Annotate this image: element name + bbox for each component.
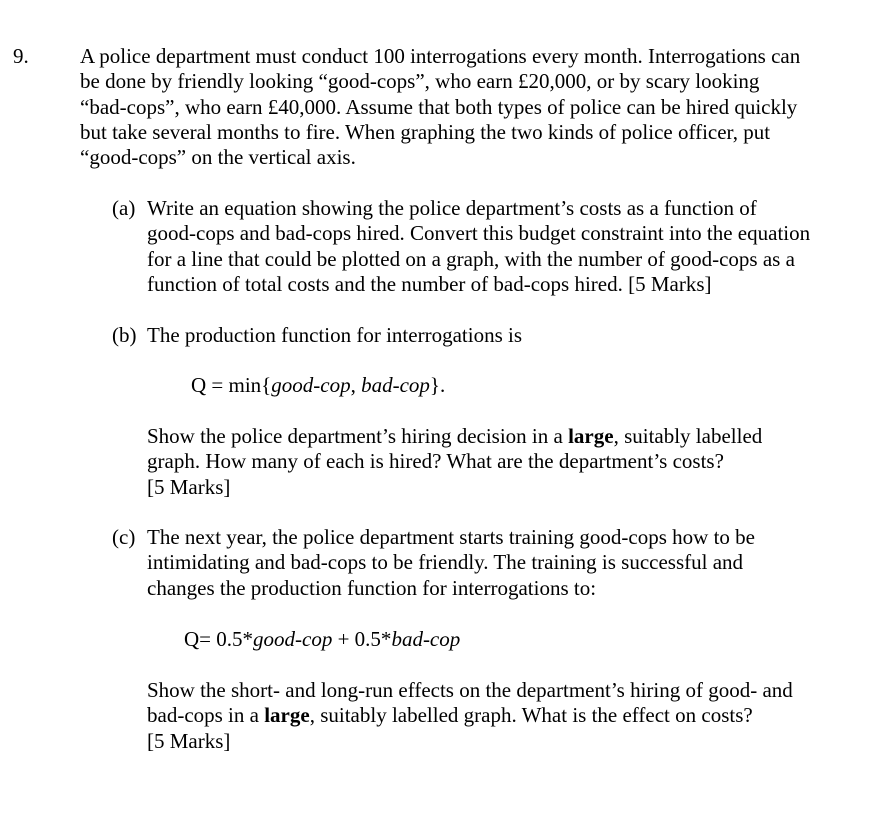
- intro-line: be done by friendly looking “good-cops”, who earn £20,000, or by scary looking: [80, 69, 760, 94]
- part-c-line: The next year, the police department starts training good-cops how to be: [147, 525, 755, 549]
- part-a-line: good-cops and bad-cops hired. Convert this budget constraint into the equation: [147, 221, 811, 246]
- part-b-instruction-line: [147, 424, 867, 449]
- intro-line: but take several months to fire. When graphing the two kinds of police officer, put: [80, 119, 771, 144]
- text-segment: , suitably labelled: [613, 424, 763, 448]
- formula-prefix: Q= 0.5*: [184, 627, 254, 651]
- formula-suffix: }.: [429, 373, 446, 397]
- part-c-line: intimidating and bad-cops to be friendly. The training is successful and: [147, 550, 744, 575]
- part-b-line: The production function for interrogations is: [147, 323, 522, 347]
- part-b-label: (b): [112, 323, 137, 347]
- part-a-line: for a line that could be plotted on a graph, with the number of good-cops as a: [147, 246, 795, 271]
- text-segment: Show the police department’s hiring decision in a: [147, 424, 569, 448]
- emphasis-large: large: [264, 703, 310, 728]
- part-c: [112, 525, 872, 601]
- part-b: [112, 323, 872, 348]
- part-b-text: [147, 323, 872, 348]
- production-function-linear: [184, 627, 460, 652]
- part-a-text: [147, 196, 872, 297]
- formula-term-bad-cop: bad-cop: [361, 373, 430, 397]
- part-b-marks: [5 Marks]: [147, 474, 231, 499]
- part-c-instruction-line: [147, 703, 867, 728]
- formula-separator: ,: [350, 373, 362, 397]
- part-c-line: changes the production function for interrogations to:: [147, 575, 597, 600]
- formula-mid: + 0.5*: [332, 627, 392, 651]
- part-a-line: Write an equation showing the police department’s costs as a function of: [147, 196, 757, 220]
- formula-term-good-cop: good-cop: [271, 373, 351, 397]
- emphasis-large: large: [568, 424, 614, 448]
- part-a-line: function of total costs and the number of bad-cops hired. [5 Marks]: [147, 271, 712, 296]
- intro-line: “good-cops” on the vertical axis.: [80, 145, 356, 170]
- question-intro: [80, 44, 860, 170]
- part-a-label: (a): [112, 196, 136, 220]
- part-b-instruction-line: graph. How many of each is hired? What are the department’s costs?: [147, 449, 724, 474]
- formula-term-good-cop: good-cop: [253, 627, 333, 651]
- question-number: 9.: [13, 44, 29, 68]
- part-c-label: (c): [112, 525, 136, 549]
- intro-line: A police department must conduct 100 interrogations every month. Interrogations can: [80, 44, 801, 68]
- formula-term-bad-cop: bad-cop: [391, 627, 461, 651]
- part-c-marks: [5 Marks]: [147, 728, 231, 753]
- part-b-instructions: [147, 424, 867, 500]
- part-a: [112, 196, 872, 297]
- part-c-text: [147, 525, 872, 601]
- intro-line: “bad-cops”, who earn £40,000. Assume that both types of police can be hired quickly: [80, 94, 798, 119]
- text-segment: , suitably labelled graph. What is the effect on costs?: [309, 703, 753, 728]
- part-c-instruction-line: Show the short- and long-run effects on the department’s hiring of good- and: [147, 678, 793, 702]
- production-function-min: [191, 373, 445, 398]
- part-c-instructions: [147, 678, 867, 754]
- formula-prefix: Q = min{: [191, 373, 272, 397]
- text-segment: bad-cops in a: [147, 703, 265, 728]
